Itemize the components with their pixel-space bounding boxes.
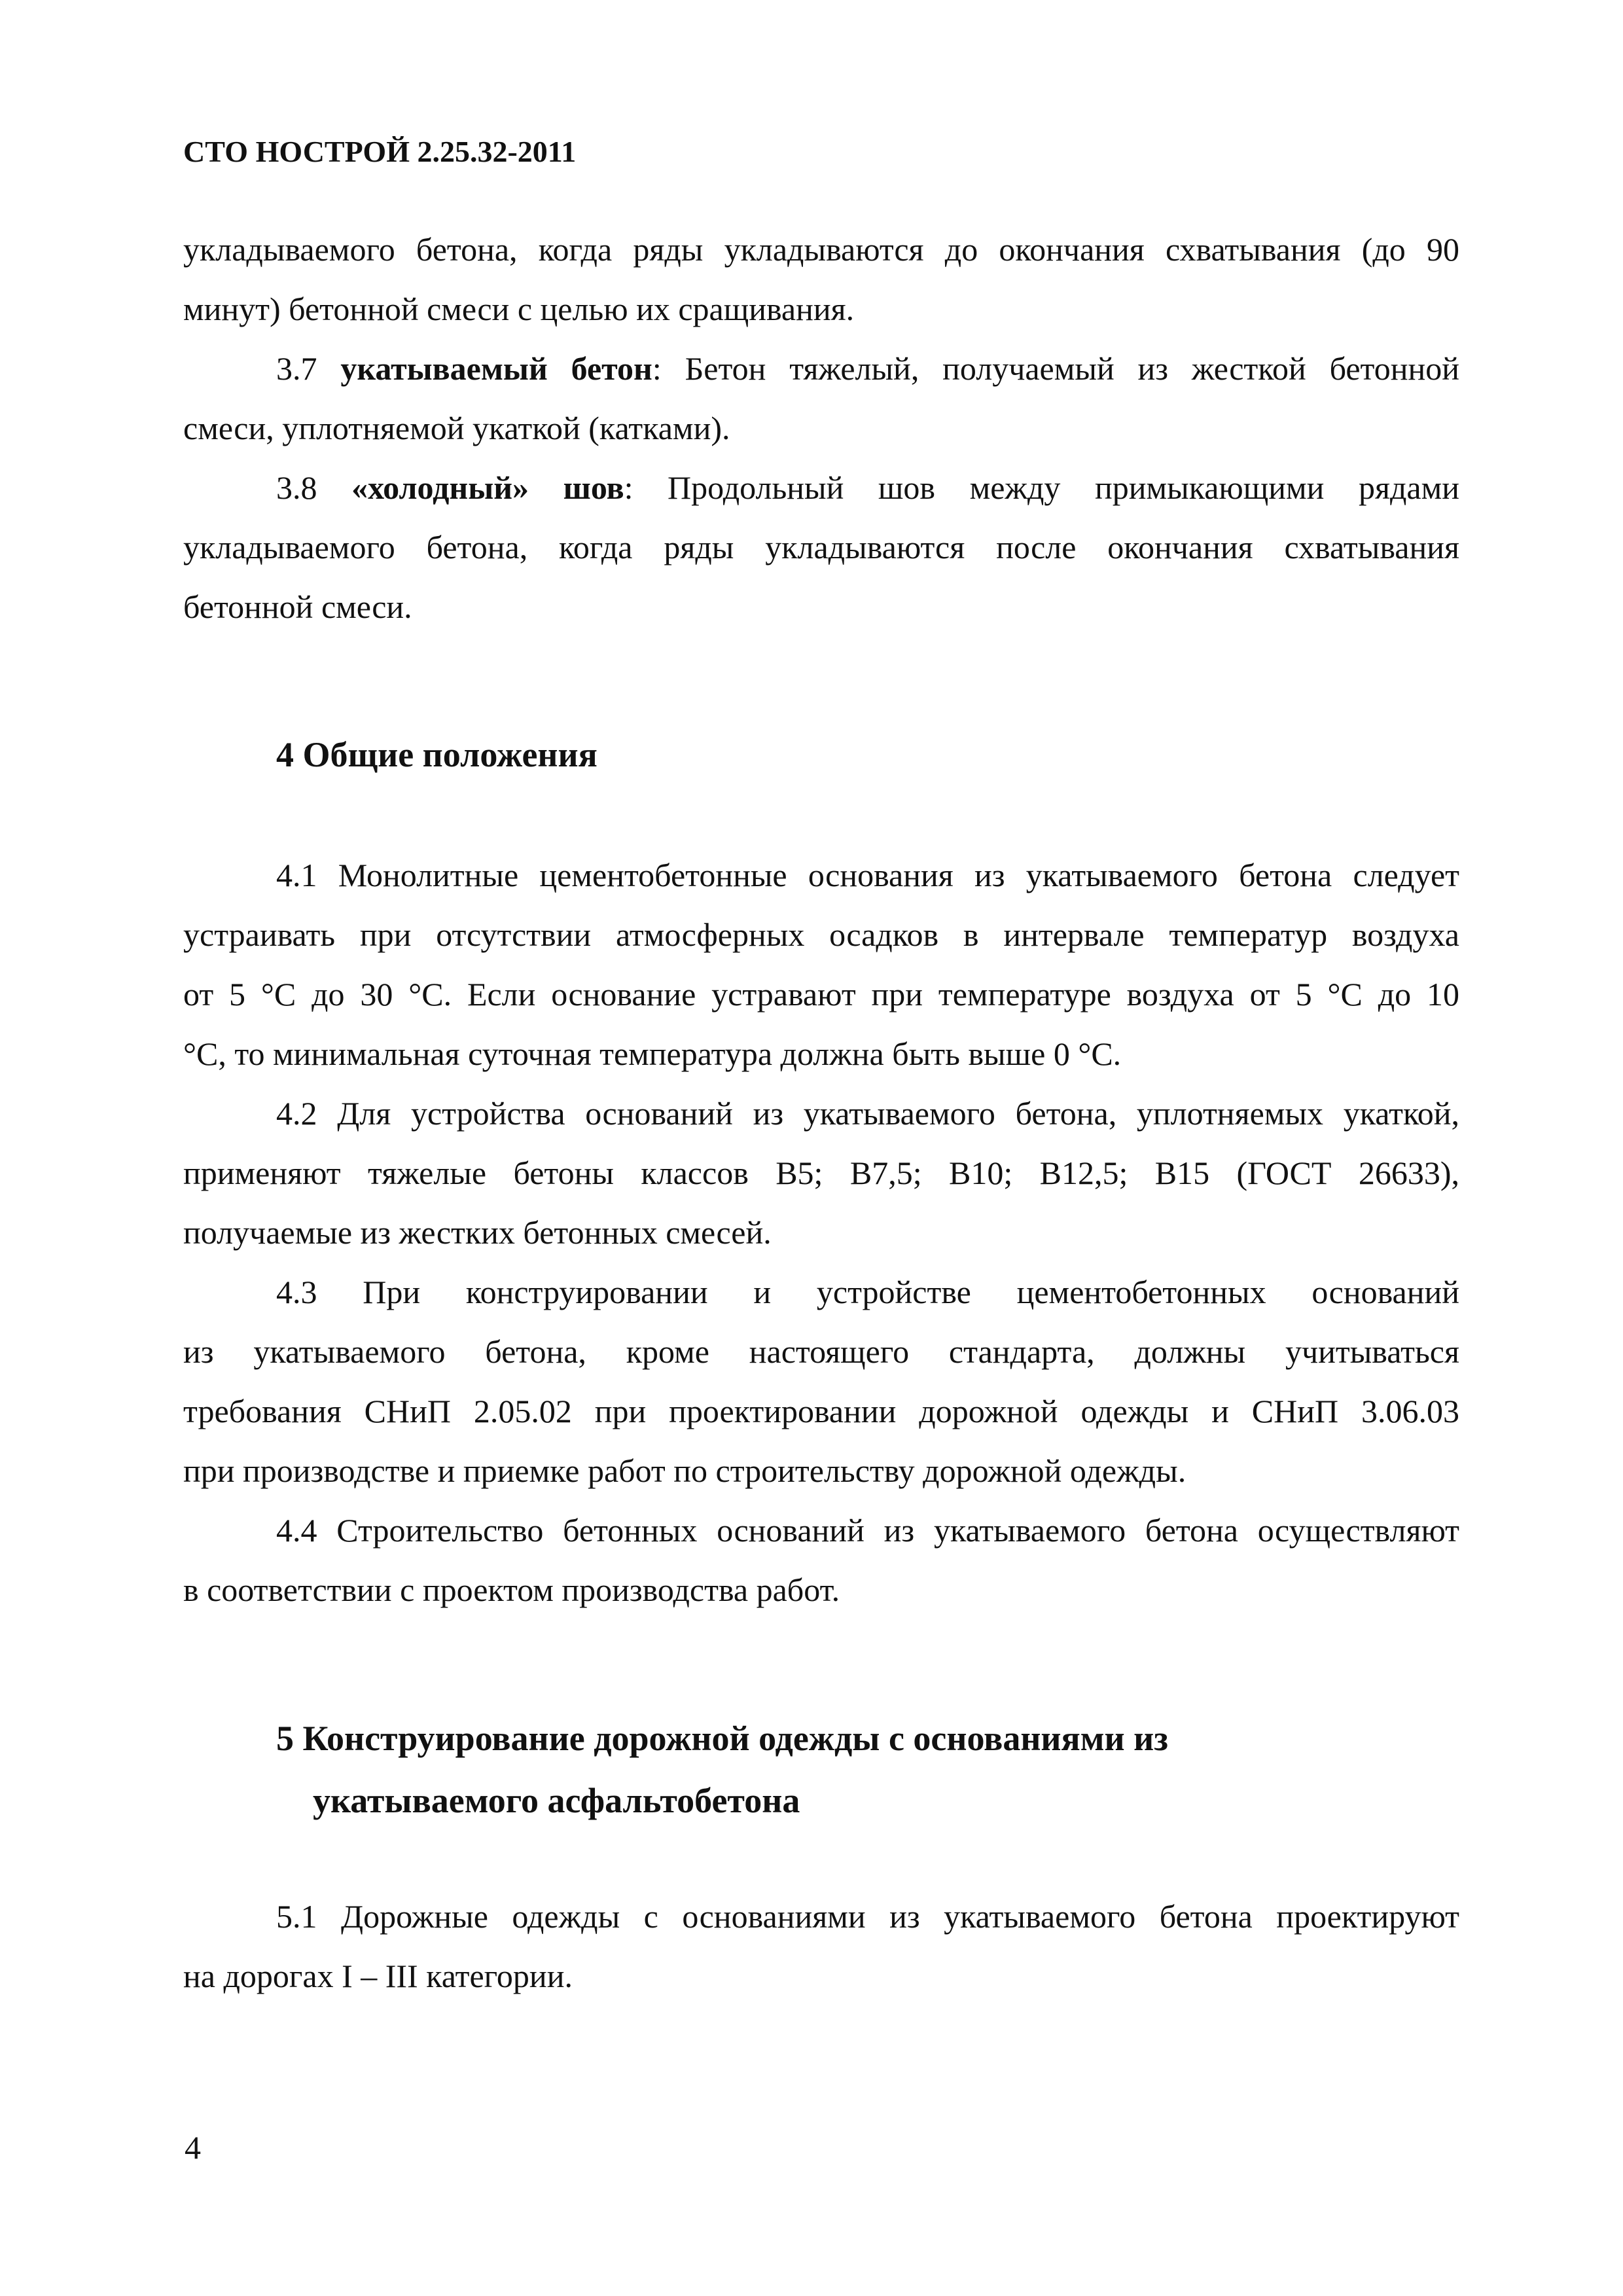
paragraph-line: укладываемого бетона, когда ряды укладываются до окончания схватывания (до 90 bbox=[183, 231, 1459, 268]
section-3-tail bbox=[183, 220, 1459, 637]
definition-text: : Продольный шов между примыкающими рядами bbox=[624, 469, 1460, 506]
paragraph-3-7-line-1 bbox=[183, 339, 1459, 399]
clause-number: 3.8 bbox=[276, 469, 352, 506]
section-5-heading-line-1: 5 Конструирование дорожной одежды с основаниями из bbox=[276, 1719, 1168, 1758]
clause-number: 3.7 bbox=[276, 350, 341, 387]
paragraph-line: смеси, уплотняемой укаткой (катками). bbox=[183, 410, 730, 446]
section-4-heading: 4 Общие положения bbox=[276, 735, 597, 774]
paragraph-line: бетонной смеси. bbox=[183, 588, 412, 625]
paragraph-line: 4.1 Монолитные цементобетонные основания из укатываемого бетона следует bbox=[276, 857, 1459, 893]
paragraph-line: от 5 °С до 30 °С. Если основание устравают при температуре воздуха от 5 °С до 10 bbox=[183, 976, 1459, 1013]
paragraph-line: °С, то минимальная суточная температура должна быть выше 0 °С. bbox=[183, 1035, 1122, 1072]
paragraph-line: 4.2 Для устройства оснований из укатываемого бетона, уплотняемых укаткой, bbox=[276, 1095, 1459, 1132]
page-number: 4 bbox=[185, 2129, 201, 2166]
paragraph-line: требования СНиП 2.05.02 при проектировании дорожной одежды и СНиП 3.06.03 bbox=[183, 1393, 1459, 1429]
paragraph-line: укладываемого бетона, когда ряды укладываются после окончания схватывания bbox=[183, 529, 1459, 565]
paragraph-line: 4.3 При конструировании и устройстве цементобетонных оснований bbox=[276, 1274, 1459, 1310]
section-5-heading-line-2: укатываемого асфальтобетона bbox=[313, 1781, 800, 1820]
paragraph-line: в соответствии с проектом производства работ. bbox=[183, 1571, 840, 1608]
paragraph-line: 5.1 Дорожные одежды с основаниями из укатываемого бетона проектируют bbox=[276, 1898, 1459, 1935]
paragraph-line: применяют тяжелые бетоны классов В5; В7,5; В10; В12,5; В15 (ГОСТ 26633), bbox=[183, 1155, 1459, 1191]
paragraph-3-8-line-1 bbox=[183, 458, 1459, 518]
paragraph-line: минут) бетонной смеси с целью их сращивания. bbox=[183, 291, 855, 327]
paragraph-line: на дорогах I – III категории. bbox=[183, 1958, 573, 1994]
paragraph-line: устраивать при отсутствии атмосферных осадков в интервале температур воздуха bbox=[183, 916, 1459, 953]
paragraph-line: при производстве и приемке работ по строительству дорожной одежды. bbox=[183, 1452, 1186, 1489]
term-rolled-concrete: укатываемый бетон bbox=[340, 350, 652, 387]
definition-text: : Бетон тяжелый, получаемый из жесткой бетонной bbox=[652, 350, 1460, 387]
paragraph-line: 4.4 Строительство бетонных оснований из укатываемого бетона осуществляют bbox=[276, 1512, 1459, 1549]
term-cold-joint: «холодный» шов bbox=[351, 469, 624, 506]
section-4-body bbox=[183, 846, 1459, 1620]
section-5-body bbox=[183, 1887, 1459, 2006]
document-header: СТО НОСТРОЙ 2.25.32-2011 bbox=[183, 135, 577, 168]
paragraph-line: получаемые из жестких бетонных смесей. bbox=[183, 1214, 772, 1251]
paragraph-line: из укатываемого бетона, кроме настоящего стандарта, должны учитываться bbox=[183, 1333, 1459, 1370]
